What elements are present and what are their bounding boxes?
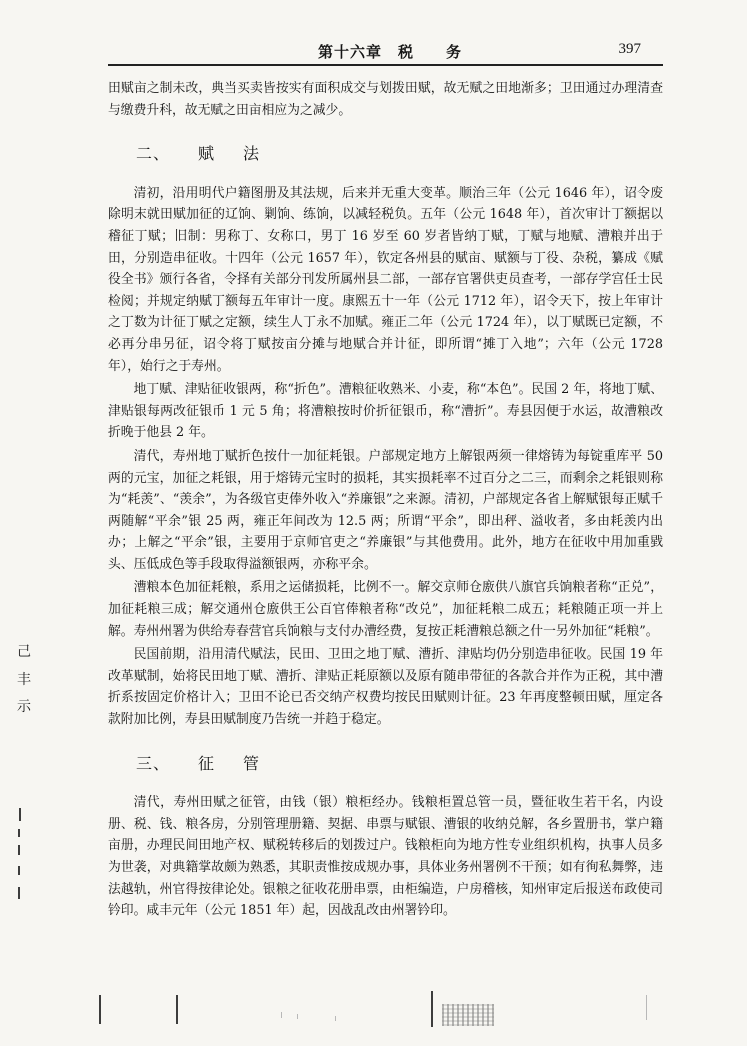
paragraph-tax-law-4: 漕粮本色加征耗粮，系用之运储损耗，比例不一。解交京师仓廒供八旗官兵饷粮者称“正兑”，加征耗粮三成；解交通州仓廒供王公百官俸粮者称“改兑”，加征耗粮二成五；耗粮随正项一并上解。寿州州署为供给寿春营官兵饷粮与支付办漕经费，复按正耗漕粮总额之什一另外加征“耗粮”。	[108, 580, 663, 639]
header-rule	[108, 64, 663, 66]
scan-artifact-mark	[18, 829, 20, 837]
page-body	[108, 78, 663, 924]
scan-artifact-mark	[18, 887, 20, 899]
section-heading-title-first: 征	[198, 753, 216, 773]
section-heading-title-second: 管	[243, 753, 261, 773]
scan-artifact-line	[431, 991, 433, 1027]
section-heading-number: 二、	[136, 144, 171, 164]
paragraph-tax-law-1: 清初，沿用明代户籍图册及其法规，后来并无重大变革。顺治三年（公元 1646 年），诏令废除明末就田赋加征的辽饷、剿饷、练饷，以减轻税负。五年（公元 1648 年），首次审计丁额据以稽征丁赋；旧制：男称丁、女称口，男丁 16 岁至 60 岁者皆纳丁赋，丁赋与地赋、漕粮并出于田，分别造串征收。十四年（公元 1657 年），钦定各州县的赋亩、赋额与丁役、杂税，纂成《赋役全书》颁行各省，令择有关部分刊发所属州县二部，一部存官署供吏员查考，一部存学宫任士民检阅；并规定纳赋丁额每五年审计一度。康熙五十一年（公元 1712 年），诏令天下，按上年审计之丁数为计征丁赋之定额，续生人丁永不加赋。雍正二年（公元 1724 年），以丁赋既已定额，不必再分串另征，诏令将丁赋按亩分摊与地赋合并计征，即所谓“摊丁入地”；六年（公元 1728 年），始行之于寿州。	[108, 185, 663, 374]
scan-artifact-line	[99, 995, 101, 1024]
paragraph-collection-management-1: 清代，寿州田赋之征管，由钱（银）粮柜经办。钱粮柜置总管一员，暨征收生若干名，内设册、税、钱、粮各房，分别管理册籍、契据、串票与赋银、漕银的收纳兑解，各乡置册书，掌户籍亩册，办理民间田地产权、赋税转移后的划拨过户。钱粮柜向为地方性专业组织机构，执事人员多为世袭，对典籍掌故颇为熟悉，其职责惟按成规办事，具体业务州署例不干预；如有徇私舞弊，违法越轨，州官得按律论处。银粮之征收花册串票，由柜编造，户房稽核，知州审定后报送布政使司钤印。咸丰元年（公元 1851 年）起，因战乱改由州署钤印。	[108, 795, 663, 919]
scan-artifact-mark	[18, 845, 20, 855]
scan-mark-glyph: 示	[17, 699, 31, 715]
section-heading-title-second: 法	[243, 144, 261, 164]
scan-artifact-line	[176, 995, 178, 1024]
running-header	[108, 36, 663, 66]
scan-artifact-line	[646, 995, 647, 1020]
section-heading-tax-law	[136, 143, 663, 165]
chapter-title: 第十六章 税 务	[318, 43, 463, 61]
page-number: 397	[618, 41, 641, 57]
scan-mark-glyph: 己	[17, 644, 31, 660]
scan-artifact-mark	[19, 808, 21, 821]
paragraph-tax-law-3: 清代，寿州地丁赋折色按什一加征耗银。户部规定地方上解银两须一律熔铸为每锭重库平 50 两的元宝，加征之耗银，用于熔铸元宝时的损耗，其实损耗率不过百分之二三，而剩余之耗银则称为“耗羡”、“羡余”，为各级官吏俸外收入“养廉银”之来源。清初，户部规定各省上解赋银每正赋千两随解“平余”银 25 两，雍正年间改为 12.5 两；所谓“平余”，即出秤、溢收者，多由耗羡内出办；上解之“平余”银，主要用于京师官吏之“养廉银”与其他费用。此外，地方在征收中用加重戥头、压低成色等手段取得溢额银两，亦称平余。	[108, 448, 663, 572]
scan-artifact-dot	[297, 1014, 298, 1019]
opening-paragraph: 田赋亩之制未改，典当买卖皆按实有面积成交与划拨田赋，故无赋之田地渐多；卫田通过办理清查与缴费升科，故无赋之田亩相应为之减少。	[108, 81, 663, 118]
scan-artifact-dot	[281, 1012, 282, 1018]
scan-artifact-dot	[335, 1016, 336, 1021]
paragraph-tax-law-5: 民国前期，沿用清代赋法，民田、卫田之地丁赋、漕折、津贴均仍分别造串征收。民国 19 年改革赋制，始将民田地丁赋、漕折、津贴正耗原额以及原有随串带征的各款合并作为正税，其中漕折系按固定价格计入；卫田不论已否交纳产权费均按民田赋则计征。23 年再度整顿田赋，厘定各款附加比例，寿县田赋制度乃告统一并趋于稳定。	[108, 647, 663, 728]
section-heading-title-first: 赋	[198, 144, 216, 164]
scan-mark-glyph: 丰	[17, 672, 31, 688]
scan-noise	[442, 1004, 494, 1026]
scan-artifact-mark	[18, 866, 20, 875]
section-heading-collection-management	[136, 753, 663, 775]
paragraph-tax-law-2: 地丁赋、津贴征收银两，称“折色”。漕粮征收熟米、小麦，称“本色”。民国 2 年，将地丁赋、津贴银每两改征银币 1 元 5 角；将漕粮按时价折征银币，称“漕折”。寿县因便于水运，故漕粮改折晚于他县 2 年。	[108, 382, 663, 441]
section-heading-number: 三、	[136, 753, 171, 773]
